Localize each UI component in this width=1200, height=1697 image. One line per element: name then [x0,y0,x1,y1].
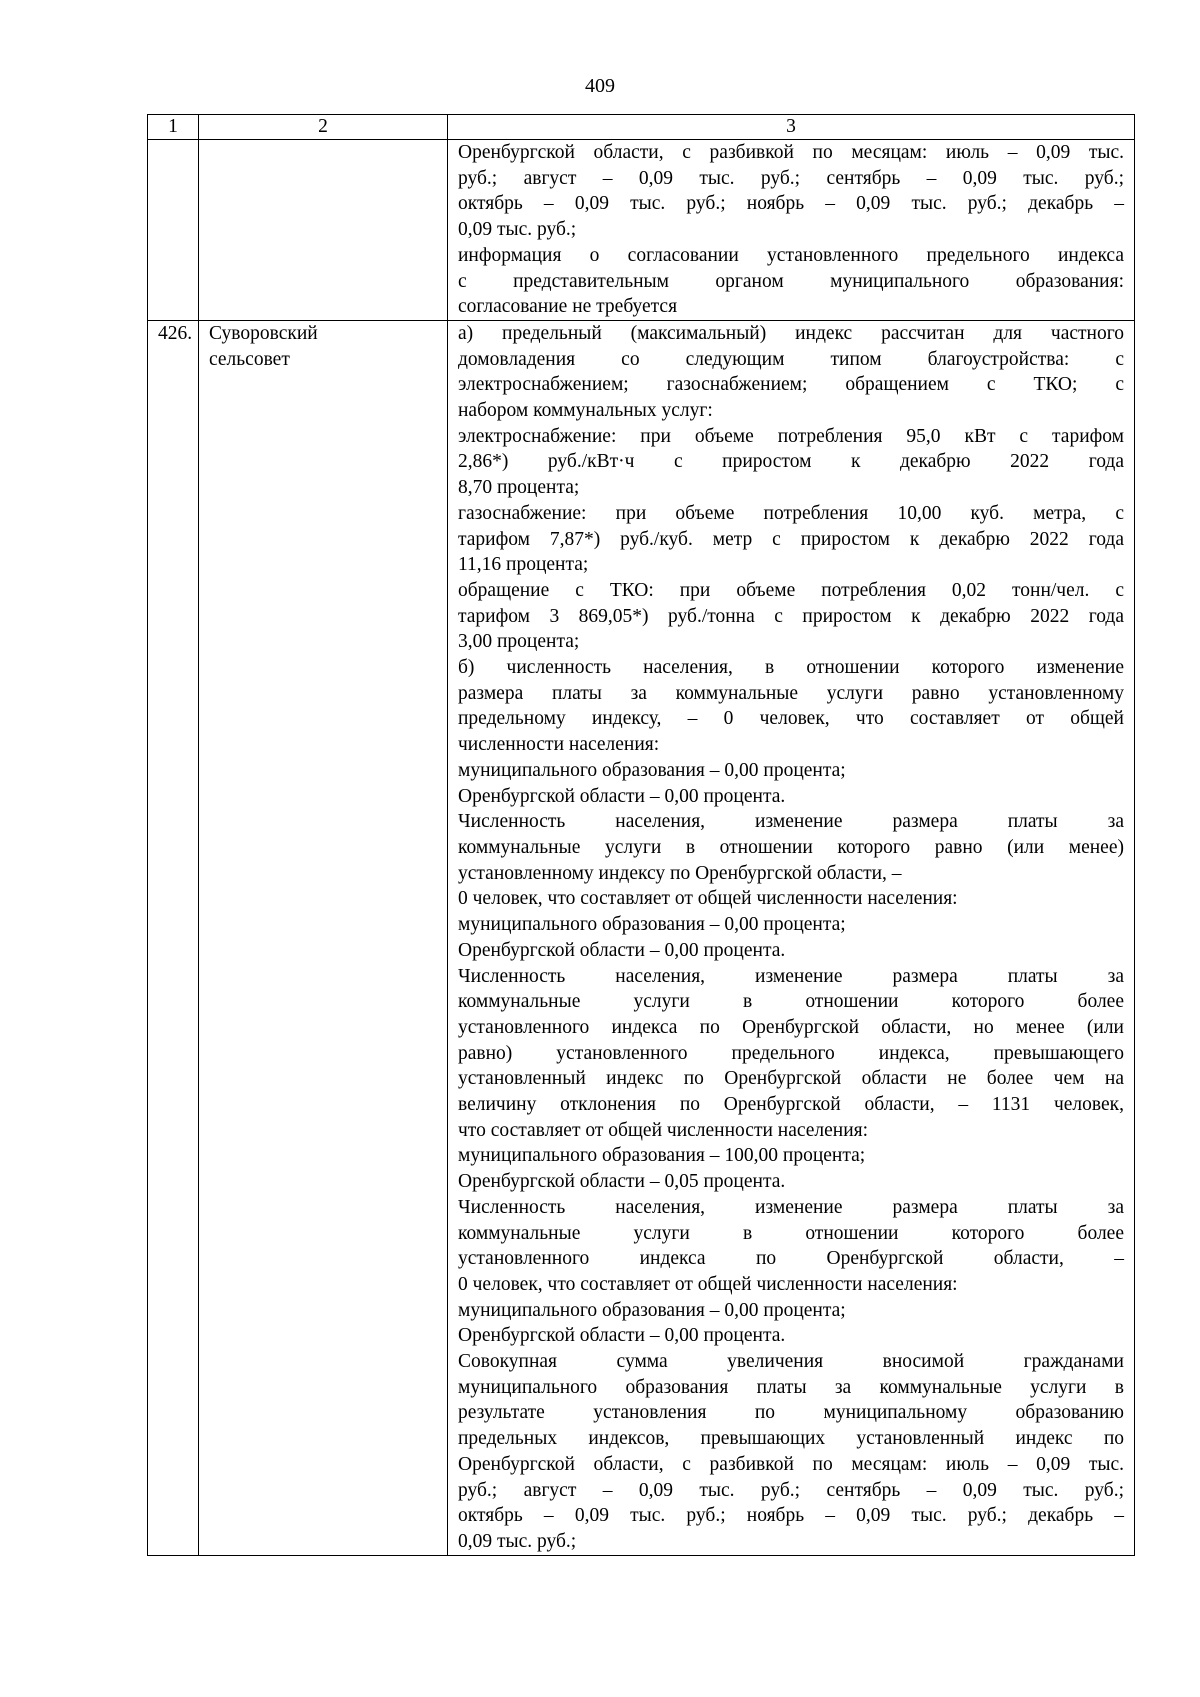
text-line: Оренбургской области – 0,00 процента. [458,785,786,807]
text-line: газоснабжение: при объеме потребления 10,00 куб. метра, с [458,502,1124,524]
text-line: коммунальные услуги в отношении которого более [458,991,1124,1013]
table-row-426 [148,320,1135,1555]
text-line: 0,09 тыс. руб.; [458,219,577,241]
text-line: установленному индексу по Оренбургской области, – [458,862,902,884]
text-line: численности населения: [458,734,660,756]
text-line: октябрь – 0,09 тыс. руб.; ноябрь – 0,09 тыс. руб.; декабрь – [458,193,1124,215]
text-line: результате установления по муниципальному образованию [458,1402,1124,1424]
row-number-cell [148,140,199,321]
text-line: установленного индекса по Оренбургской области, но менее (или [458,1016,1124,1038]
text-line: согласование не требуется [458,296,678,318]
text-line: октябрь – 0,09 тыс. руб.; ноябрь – 0,09 тыс. руб.; декабрь – [458,1505,1124,1527]
text-line: руб.; август – 0,09 тыс. руб.; сентябрь – 0,09 тыс. руб.; [458,167,1124,189]
row-number-cell: 426. [148,320,199,1555]
name-line: Суворовский [209,322,318,344]
text-line: 0 человек, что составляет от общей численности населения: [458,1273,958,1295]
document-table [147,114,1135,1556]
text-line: руб.; август – 0,09 тыс. руб.; сентябрь – 0,09 тыс. руб.; [458,1479,1124,1501]
text-line: величину отклонения по Оренбургской области, – 1131 человек, [458,1094,1124,1116]
text-line: домовладения со следующим типом благоустройства: с [458,348,1124,370]
row-description-cell [448,320,1135,1555]
text-line: 0,09 тыс. руб.; [458,1530,577,1552]
text-line: Численность населения, изменение размера платы за [458,965,1124,987]
text-line: с представительным органом муниципального образования: [458,270,1124,292]
text-line: тарифом 7,87*) руб./куб. метр с приростом к декабрю 2022 года [458,528,1124,550]
text-line: предельному индексу, – 0 человек, что составляет от общей [458,708,1124,730]
text-line: набором коммунальных услуг: [458,400,713,422]
text-line: информация о согласовании установленного предельного индекса [458,244,1124,266]
text-line: размера платы за коммунальные услуги равно установленному [458,682,1124,704]
text-line: муниципального образования – 0,00 процента; [458,759,846,781]
text-line: коммунальные услуги в отношении которого более [458,1222,1124,1244]
text-line: коммунальные услуги в отношении которого равно (или менее) [458,836,1124,858]
text-line: обращение с ТКО: при объеме потребления 0,02 тонн/чел. с [458,579,1124,601]
text-line: а) предельный (максимальный) индекс рассчитан для частного [458,322,1124,344]
text-line: электроснабжением; газоснабжением; обращением с ТКО; с [458,374,1124,396]
text-line: 0 человек, что составляет от общей численности населения: [458,888,958,910]
text-line: Оренбургской области – 0,00 процента. [458,939,786,961]
text-line: предельных индексов, превышающих установленный индекс по [458,1428,1124,1450]
text-line: электроснабжение: при объеме потребления 95,0 кВт с тарифом [458,425,1124,447]
text-line: Численность населения, изменение размера платы за [458,811,1124,833]
text-line: муниципального образования – 0,00 процента; [458,914,846,936]
text-line: тарифом 3 869,05*) руб./тонна с приростом к декабрю 2022 года [458,605,1124,627]
row-name-cell [199,320,448,1555]
text-line: б) численность населения, в отношении которого изменение [458,657,1124,679]
text-line: установленного индекса по Оренбургской области, – [458,1248,1124,1270]
text-line: 8,70 процента; [458,477,580,499]
text-line: равно) установленного предельного индекса, превышающего [458,1042,1124,1064]
text-line: Оренбургской области – 0,00 процента. [458,1325,786,1347]
header-col-2: 2 [199,115,448,140]
table-header-row [148,115,1135,140]
text-line: муниципального образования платы за коммунальные услуги в [458,1376,1124,1398]
header-col-3: 3 [448,115,1135,140]
text-line: Оренбургской области, с разбивкой по месяцам: июль – 0,09 тыс. [458,142,1124,163]
table-row-continuation [148,140,1135,321]
text-line: Совокупная сумма увеличения вносимой гражданами [458,1351,1124,1373]
text-line: что составляет от общей численности населения: [458,1119,869,1141]
text-line: муниципального образования – 0,00 процента; [458,1299,846,1321]
text-line: Численность населения, изменение размера платы за [458,1196,1124,1218]
text-line: муниципального образования – 100,00 процента; [458,1145,866,1167]
name-line: сельсовет [209,348,290,370]
text-line: 3,00 процента; [458,631,580,653]
text-line: Оренбургской области – 0,05 процента. [458,1171,786,1193]
text-line: установленный индекс по Оренбургской области не более чем на [458,1068,1124,1090]
text-line: Оренбургской области, с разбивкой по месяцам: июль – 0,09 тыс. [458,1453,1124,1475]
row-description-cell [448,140,1135,321]
header-col-1: 1 [148,115,199,140]
text-line: 11,16 процента; [458,554,589,576]
page-number: 409 [585,75,615,97]
row-name-cell [199,140,448,321]
text-line: 2,86*) руб./кВт·ч с приростом к декабрю 2022 года [458,451,1124,473]
